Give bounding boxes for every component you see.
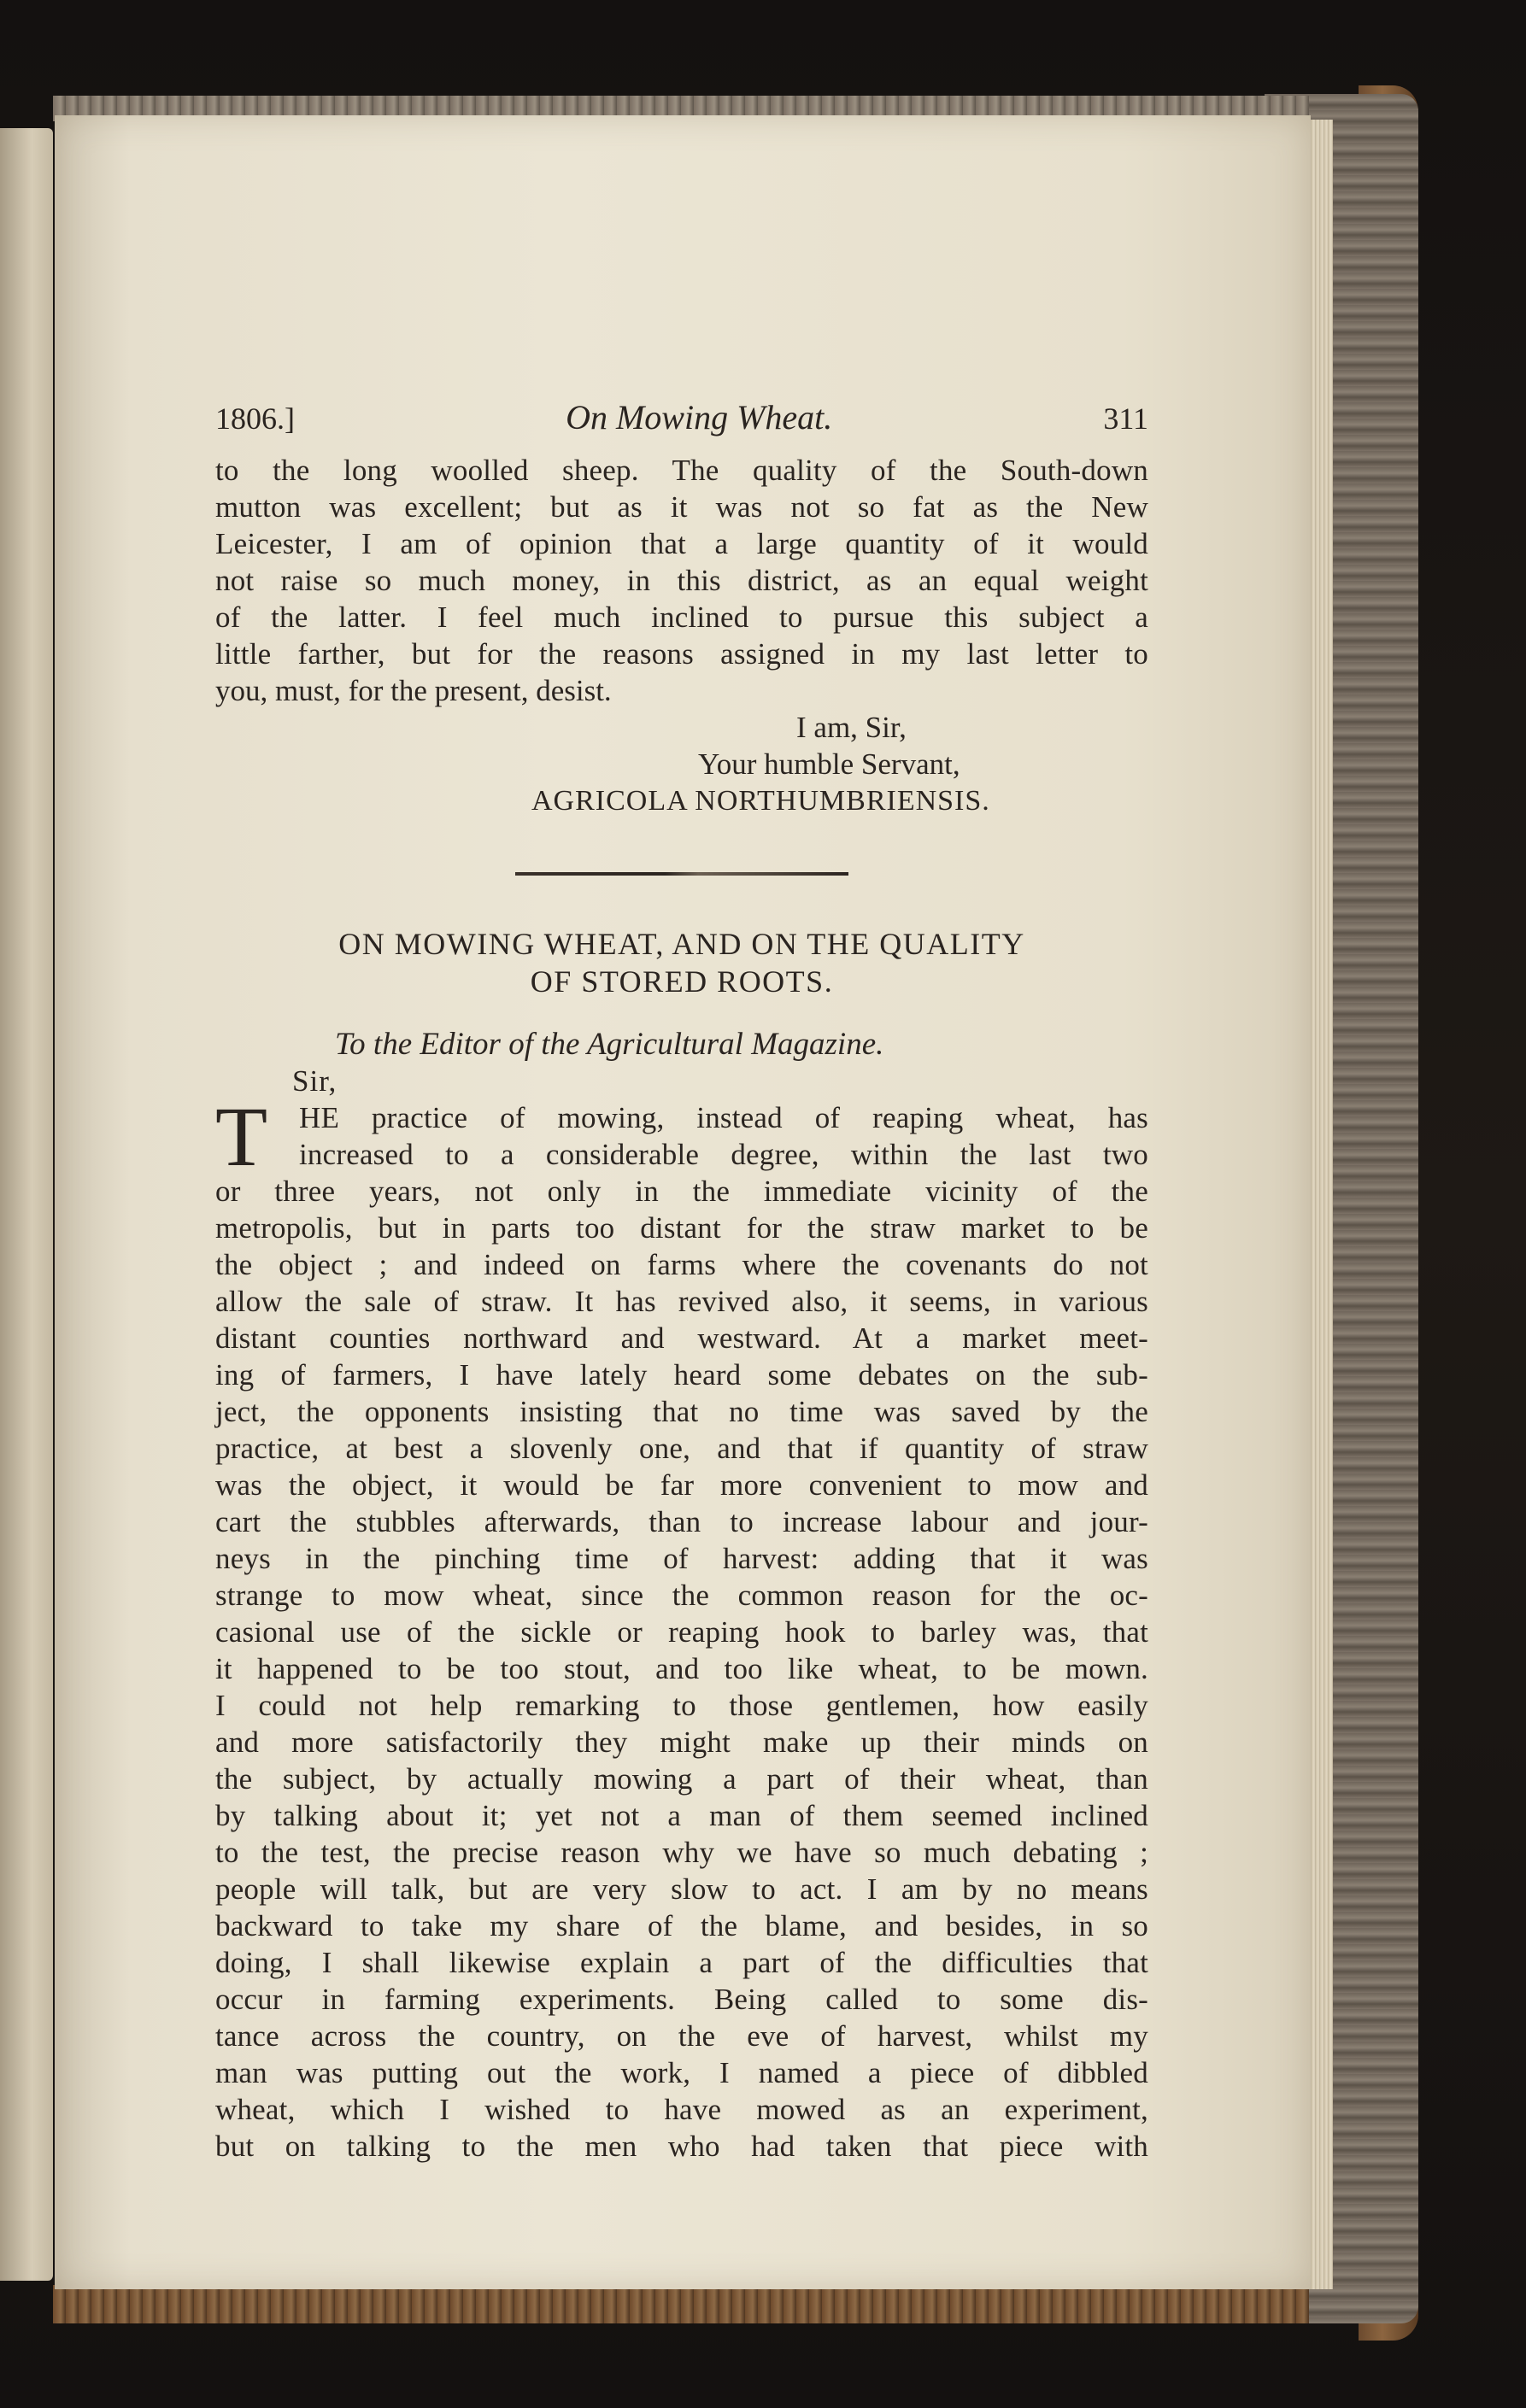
heading-line: OF STORED ROOTS. [530, 964, 834, 999]
continuation-paragraph [215, 452, 1148, 709]
closing-line: Your humble Servant, [698, 747, 960, 781]
text-line: the object ; and indeed on farms where the covenants do not [215, 1248, 1148, 1281]
text-line: neys in the pinching time of harvest: adding that it was [215, 1542, 1148, 1575]
text-line: people will talk, but are very slow to act. I am by no means [215, 1872, 1148, 1906]
text-line: not raise so much money, in this district, as an equal weight [215, 564, 1148, 597]
text-line: cart the stubbles afterwards, than to increase labour and jour- [215, 1505, 1148, 1538]
text-line: Leicester, I am of opinion that a large quantity of it would [215, 527, 1148, 560]
signature: AGRICOLA NORTHUMBRIENSIS. [531, 785, 990, 817]
section-divider-rule [515, 872, 848, 876]
closing-line: I am, Sir, [796, 711, 907, 744]
article-body [215, 1173, 1148, 2165]
heading-line: ON MOWING WHEAT, AND ON THE QUALITY [338, 927, 1025, 961]
text-line: tance across the country, on the eve of harvest, whilst my [215, 2019, 1148, 2053]
text-line: little farther, but for the reasons assigned in my last letter to [215, 637, 1148, 671]
text-line-last: you, must, for the present, desist. [215, 674, 612, 707]
text-line: mutton was excellent; but as it was not so fat as the New [215, 490, 1148, 524]
text-line: casional use of the sickle or reaping hook to barley was, that [215, 1615, 1148, 1649]
to-editor-line: To the Editor of the Agricultural Magazine. [335, 1027, 884, 1062]
drop-cap: T [215, 1089, 268, 1184]
text-line: I could not help remarking to those gentlemen, how easily [215, 1689, 1148, 1722]
text-line: and more satisfactorily they might make up their minds on [215, 1725, 1148, 1759]
text-line: HE practice of mowing, instead of reaping wheat, has [299, 1101, 1148, 1134]
article-first-paragraph [215, 1089, 1148, 1184]
text-line: to the long woolled sheep. The quality of the South-down [215, 454, 1148, 487]
text-line: was the object, it would be far more convenient to mow and [215, 1468, 1148, 1502]
text-line: strange to mow wheat, since the common reason for the oc- [215, 1579, 1148, 1612]
text-line: allow the sale of straw. It has revived also, it seems, in various [215, 1285, 1148, 1318]
salutation: Sir, [292, 1064, 337, 1098]
running-head [215, 397, 1148, 436]
text-line: distant counties northward and westward. At a market meet- [215, 1321, 1148, 1355]
previous-page-edge [0, 128, 53, 2281]
text-line: ing of farmers, I have lately heard some debates on the sub- [215, 1358, 1148, 1391]
text-line: metropolis, but in parts too distant for the straw market to be [215, 1211, 1148, 1245]
text-line: the subject, by actually mowing a part of their wheat, than [215, 1762, 1148, 1796]
page-text-block [215, 397, 1148, 2165]
bottom-cover-edge [53, 2285, 1309, 2323]
text-line: backward to take my share of the blame, and besides, in so [215, 1909, 1148, 1942]
text-line: of the latter. I feel much inclined to pursue this subject a [215, 601, 1148, 634]
text-line: man was putting out the work, I named a piece of dibbled [215, 2056, 1148, 2089]
text-line: practice, at best a slovenly one, and that if quantity of straw [215, 1432, 1148, 1465]
page-number: 311 [1103, 401, 1148, 436]
text-line: or three years, not only in the immediate vicinity of the [215, 1175, 1148, 1208]
text-line: it happened to be too stout, and too like wheat, to be mown. [215, 1652, 1148, 1685]
letter-closing [215, 709, 1148, 819]
text-line: wheat, which I wished to have mowed as an experiment, [215, 2093, 1148, 2126]
text-line: increased to a considerable degree, within the last two [299, 1138, 1148, 1171]
book-page [55, 115, 1311, 2289]
header-title: On Mowing Wheat. [566, 398, 833, 436]
text-line: by talking about it; yet not a man of them seemed inclined [215, 1799, 1148, 1832]
text-line: doing, I shall likewise explain a part of the difficulties that [215, 1946, 1148, 1979]
text-line: occur in farming experiments. Being called to some dis- [215, 1983, 1148, 2016]
header-year: 1806.] [215, 401, 295, 436]
text-line: to the test, the precise reason why we have so much debating ; [215, 1836, 1148, 1869]
text-line: but on talking to the men who had taken that piece with [215, 2130, 1148, 2163]
text-line: ject, the opponents insisting that no time was saved by the [215, 1395, 1148, 1428]
article-heading [215, 925, 1148, 1000]
